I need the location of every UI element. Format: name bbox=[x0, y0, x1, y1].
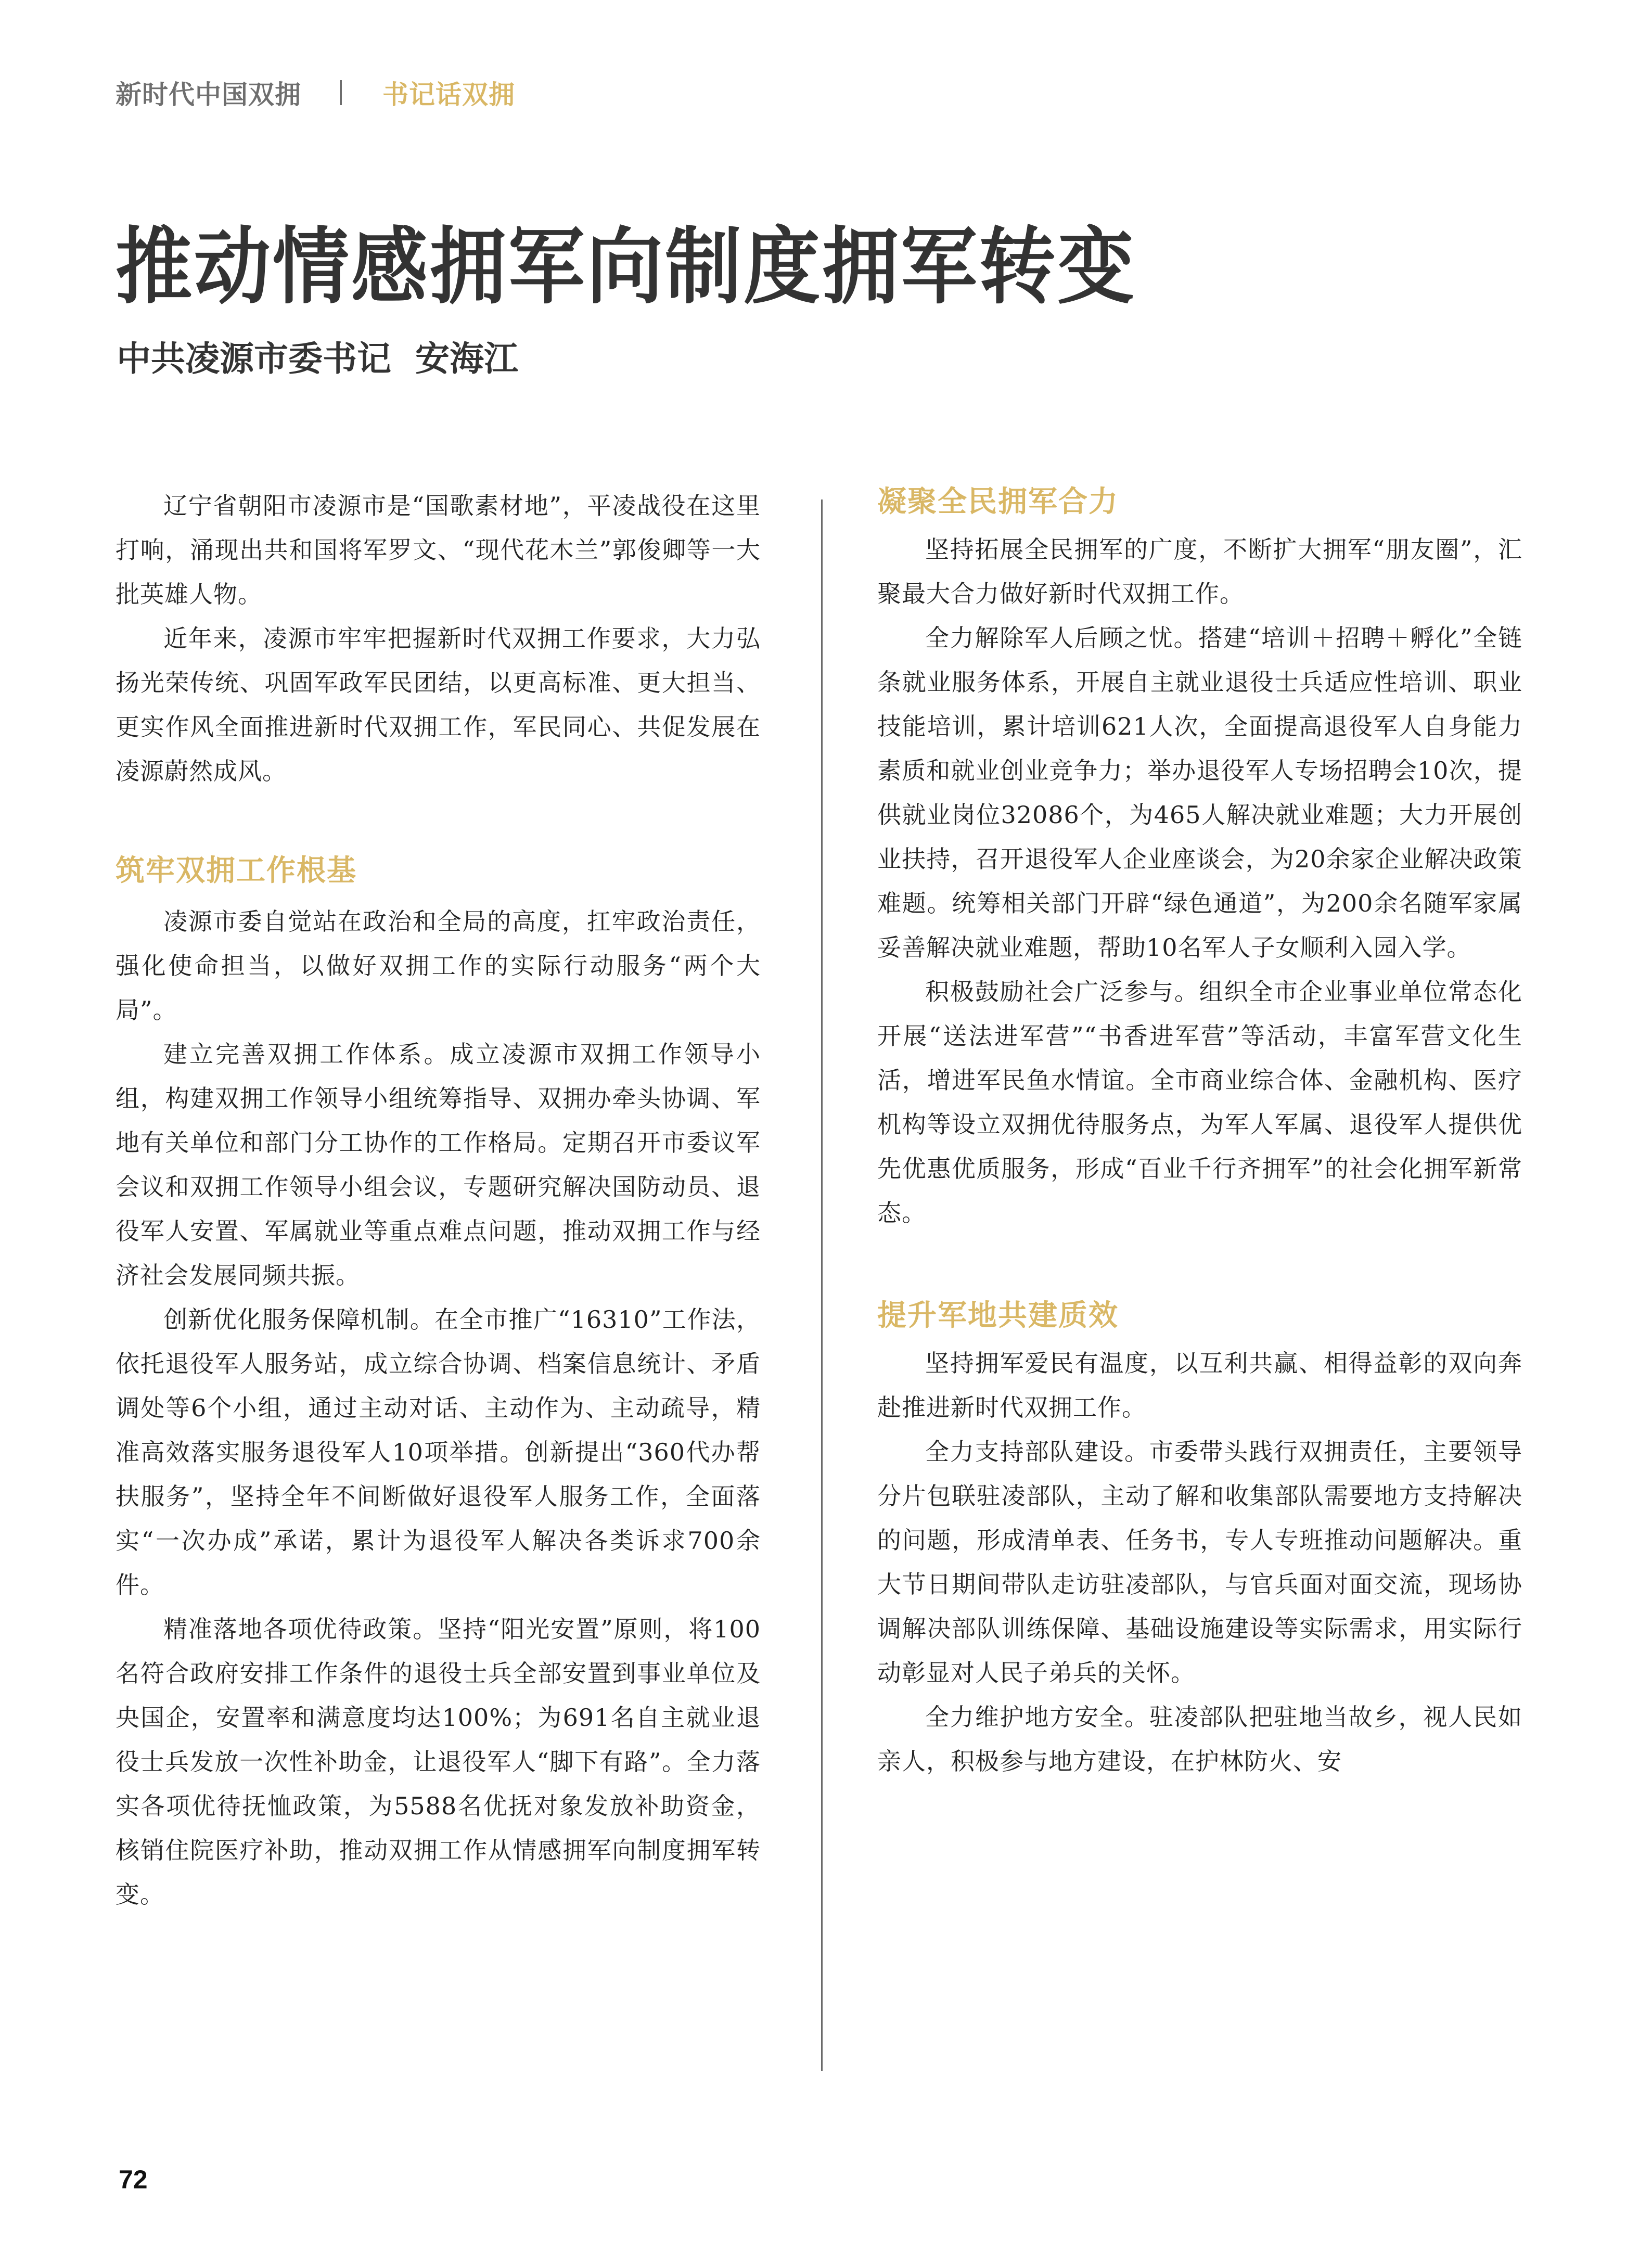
section-heading: 提升军地共建质效 bbox=[877, 1299, 1119, 1333]
right-column bbox=[877, 484, 1522, 1784]
header-separator bbox=[340, 80, 342, 105]
body-paragraph: 精准落地各项优待政策。坚持“阳光安置”原则，将100名符合政府安排工作条件的退役士兵全部安置到事业单位及央国企，安置率和满意度均达100%；为691名自主就业退役士兵发放一次性补助金，让退役军人“脚下有路”。全力落实各项优待抚恤政策，为5588名优抚对象发放补助资金，核销住院医疗补助，推动双拥工作从情感拥军向制度拥军转变。 bbox=[116, 1615, 761, 1908]
body-paragraph: 凌源市委自觉站在政治和全局的高度，扛牢政治责任，强化使命担当，以做好双拥工作的实际行动服务“两个大局”。 bbox=[116, 907, 761, 1024]
body-paragraph: 积极鼓励社会广泛参与。组织全市企业事业单位常态化开展“送法进军营”“书香进军营”等活动，丰富军营文化生活，增进军民鱼水情谊。全市商业综合体、金融机构、医疗机构等设立双拥优待服务点，为军人军属、退役军人提供优先优惠优质服务，形成“百业千行齐拥军”的社会化拥军新常态。 bbox=[877, 978, 1522, 1227]
page-number: 72 bbox=[119, 2165, 148, 2194]
column-label: 书记话双拥 bbox=[382, 80, 515, 110]
article-title: 推动情感拥军向制度拥军转变 bbox=[116, 217, 1136, 315]
body-paragraph: 创新优化服务保障机制。在全市推广“16310”工作法，依托退役军人服务站，成立综合协调、档案信息统计、矛盾调处等6个小组，通过主动对话、主动作为、主动疏导，精准高效落实服务退役军人10项举措。创新提出“360代办帮扶服务”，坚持全年不间断做好退役军人服务工作，全面落实“一次办成”承诺，累计为退役军人解决各类诉求700余件。 bbox=[116, 1305, 761, 1599]
body-paragraph: 建立完善双拥工作体系。成立凌源市双拥工作领导小组，构建双拥工作领导小组统筹指导、双拥办牵头协调、军地有关单位和部门分工协作的工作格局。定期召开市委议军会议和双拥工作领导小组会议，专题研究解决国防动员、退役军人安置、军属就业等重点难点问题，推动双拥工作与经济社会发展同频共振。 bbox=[116, 1040, 761, 1289]
column-divider bbox=[821, 499, 823, 2071]
section-heading: 凝聚全民拥军合力 bbox=[877, 485, 1119, 519]
running-header bbox=[116, 76, 515, 109]
body-paragraph: 坚持拓展全民拥军的广度，不断扩大拥军“朋友圈”，汇聚最大合力做好新时代双拥工作。 bbox=[877, 535, 1522, 608]
intro-paragraph: 辽宁省朝阳市凌源市是“国歌素材地”，平凌战役在这里打响，涌现出共和国将军罗文、“现代花木兰”郭俊卿等一大批英雄人物。 bbox=[116, 492, 761, 608]
body-paragraph: 全力支持部队建设。市委带头践行双拥责任，主要领导分片包联驻凌部队，主动了解和收集部队需要地方支持解决的问题，形成清单表、任务书，专人专班推动问题解决。重大节日期间带队走访驻凌部队，与官兵面对面交流，现场协调解决部队训练保障、基础设施建设等实际需求，用实际行动彰显对人民子弟兵的关怀。 bbox=[877, 1438, 1522, 1687]
left-column bbox=[116, 484, 761, 1917]
body-paragraph: 全力维护地方安全。驻凌部队把驻地当故乡，视人民如亲人，积极参与地方建设，在护林防火、安 bbox=[877, 1703, 1522, 1775]
section-heading: 筑牢双拥工作根基 bbox=[116, 854, 357, 888]
article-byline: 中共凌源市委书记 安海江 bbox=[117, 339, 518, 379]
magazine-section-label: 新时代中国双拥 bbox=[116, 80, 301, 110]
intro-paragraph: 近年来，凌源市牢牢把握新时代双拥工作要求，大力弘扬光荣传统、巩固军政军民团结，以更高标准、更大担当、更实作风全面推进新时代双拥工作，军民同心、共促发展在凌源蔚然成风。 bbox=[116, 624, 761, 785]
body-paragraph: 坚持拥军爱民有温度，以互利共赢、相得益彰的双向奔赴推进新时代双拥工作。 bbox=[877, 1349, 1522, 1421]
body-paragraph: 全力解除军人后顾之忧。搭建“培训＋招聘＋孵化”全链条就业服务体系，开展自主就业退役士兵适应性培训、职业技能培训，累计培训621人次，全面提高退役军人自身能力素质和就业创业竞争力；举办退役军人专场招聘会10次，提供就业岗位32086个，为465人解决就业难题；大力开展创业扶持，召开退役军人企业座谈会，为20余家企业解决政策难题。统筹相关部门开辟“绿色通道”，为200余名随军家属妥善解决就业难题，帮助10名军人子女顺利入园入学。 bbox=[877, 624, 1522, 962]
